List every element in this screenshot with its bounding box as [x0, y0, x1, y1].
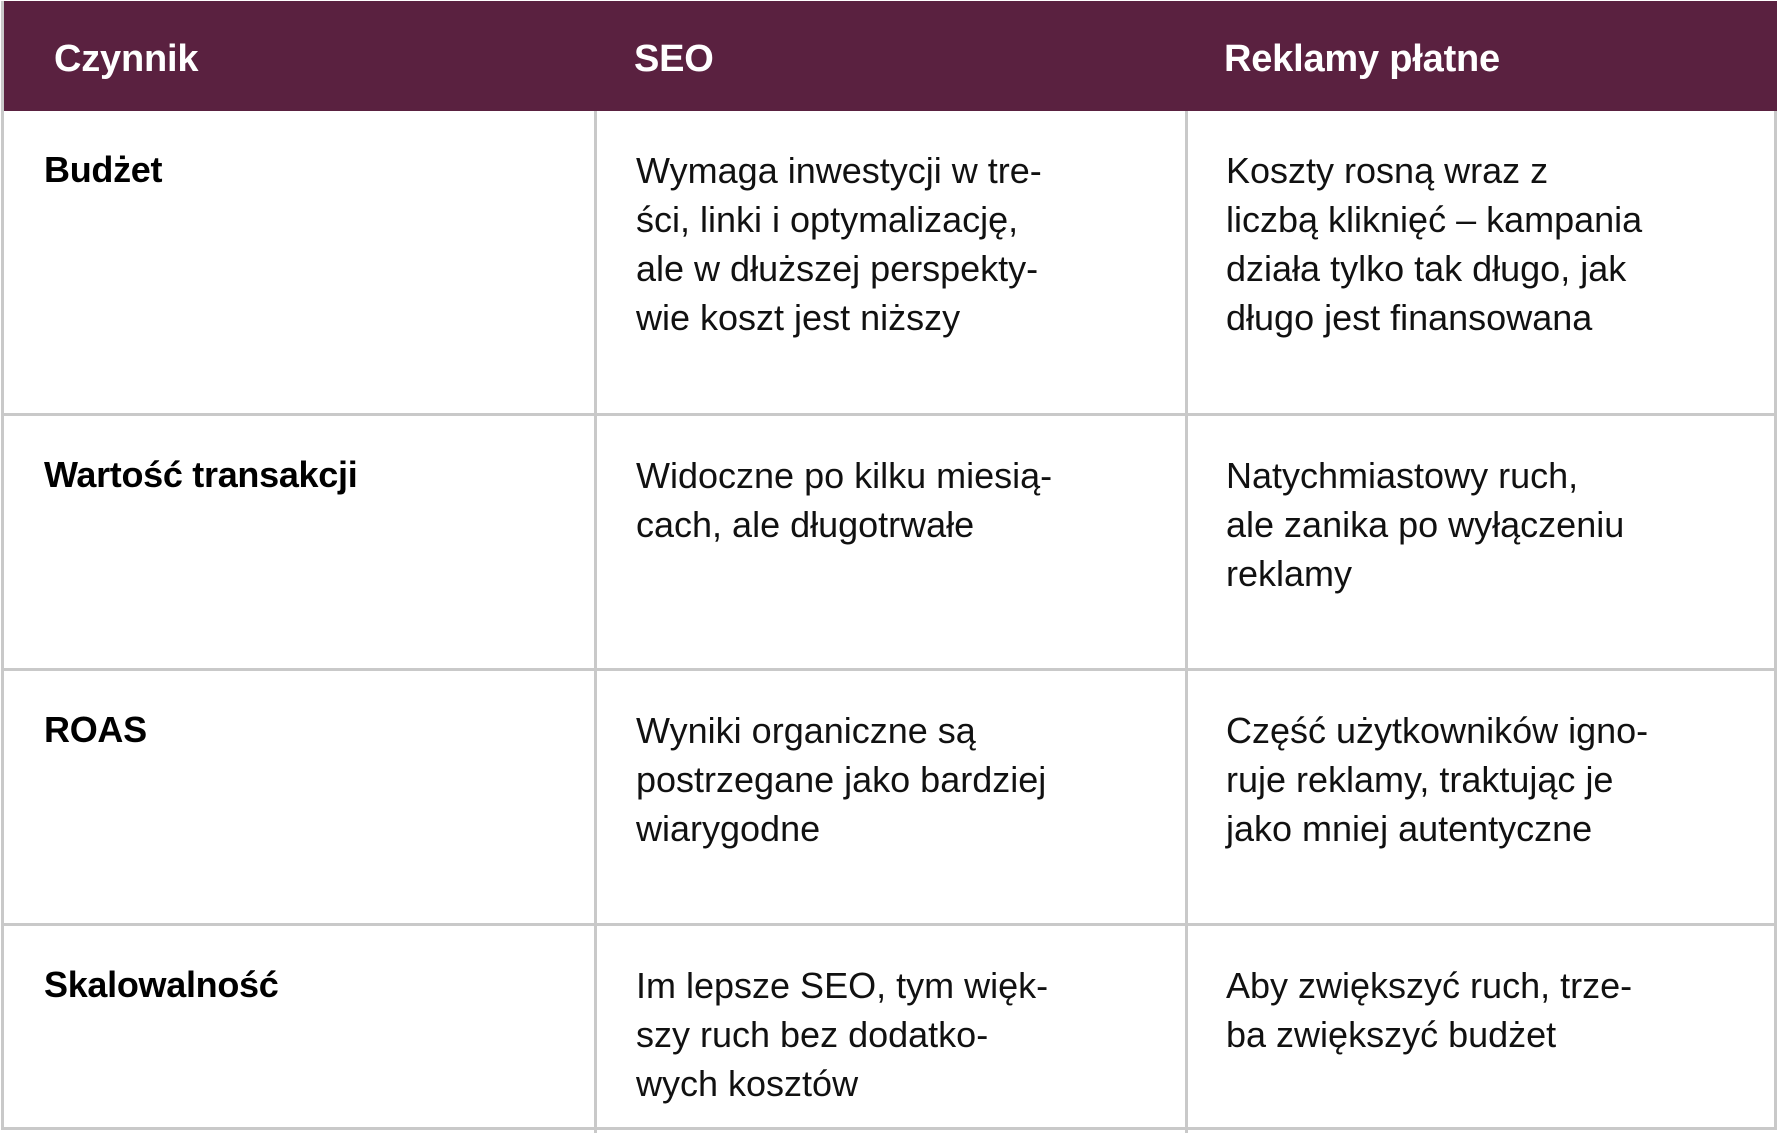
header-factor: Czynnik [54, 38, 199, 80]
row-seo: Widoczne po kilku miesią- cach, ale długotrwałe [636, 455, 1053, 545]
table-row [4, 923, 1777, 1130]
row-paid-ads: Koszty rosną wraz z liczbą kliknięć – kampania działa tylko tak długo, jak długo jest finansowana [1226, 150, 1643, 338]
row-factor: Budżet [44, 149, 163, 190]
row-seo: Wyniki organiczne są postrzegane jako bardziej wiarygodne [636, 710, 1047, 849]
header-seo: SEO [634, 38, 714, 80]
row-paid-ads: Natychmiastowy ruch, ale zanika po wyłączeniu reklamy [1226, 455, 1625, 594]
row-factor: Skalowalność [44, 964, 279, 1005]
table-header [4, 1, 1777, 111]
row-seo: Wymaga inwestycji w tre- ści, linki i optymalizację, ale w dłuższej perspekty- wie koszt jest niższy [636, 150, 1042, 338]
row-paid-ads: Aby zwiększyć ruch, trze- ba zwiększyć budżet [1226, 965, 1633, 1055]
row-paid-ads: Część użytkowników igno- ruje reklamy, traktując je jako mniej autentyczne [1226, 710, 1649, 849]
row-factor: Wartość transakcji [44, 454, 358, 495]
table-row [4, 111, 1777, 413]
row-factor: ROAS [44, 709, 147, 750]
comparison-table [1, 1, 1777, 1130]
table-row [4, 413, 1777, 668]
header-paid-ads: Reklamy płatne [1224, 38, 1500, 80]
row-seo: Im lepsze SEO, tym więk- szy ruch bez dodatko- wych kosztów [636, 965, 1049, 1104]
table-row [4, 668, 1777, 923]
